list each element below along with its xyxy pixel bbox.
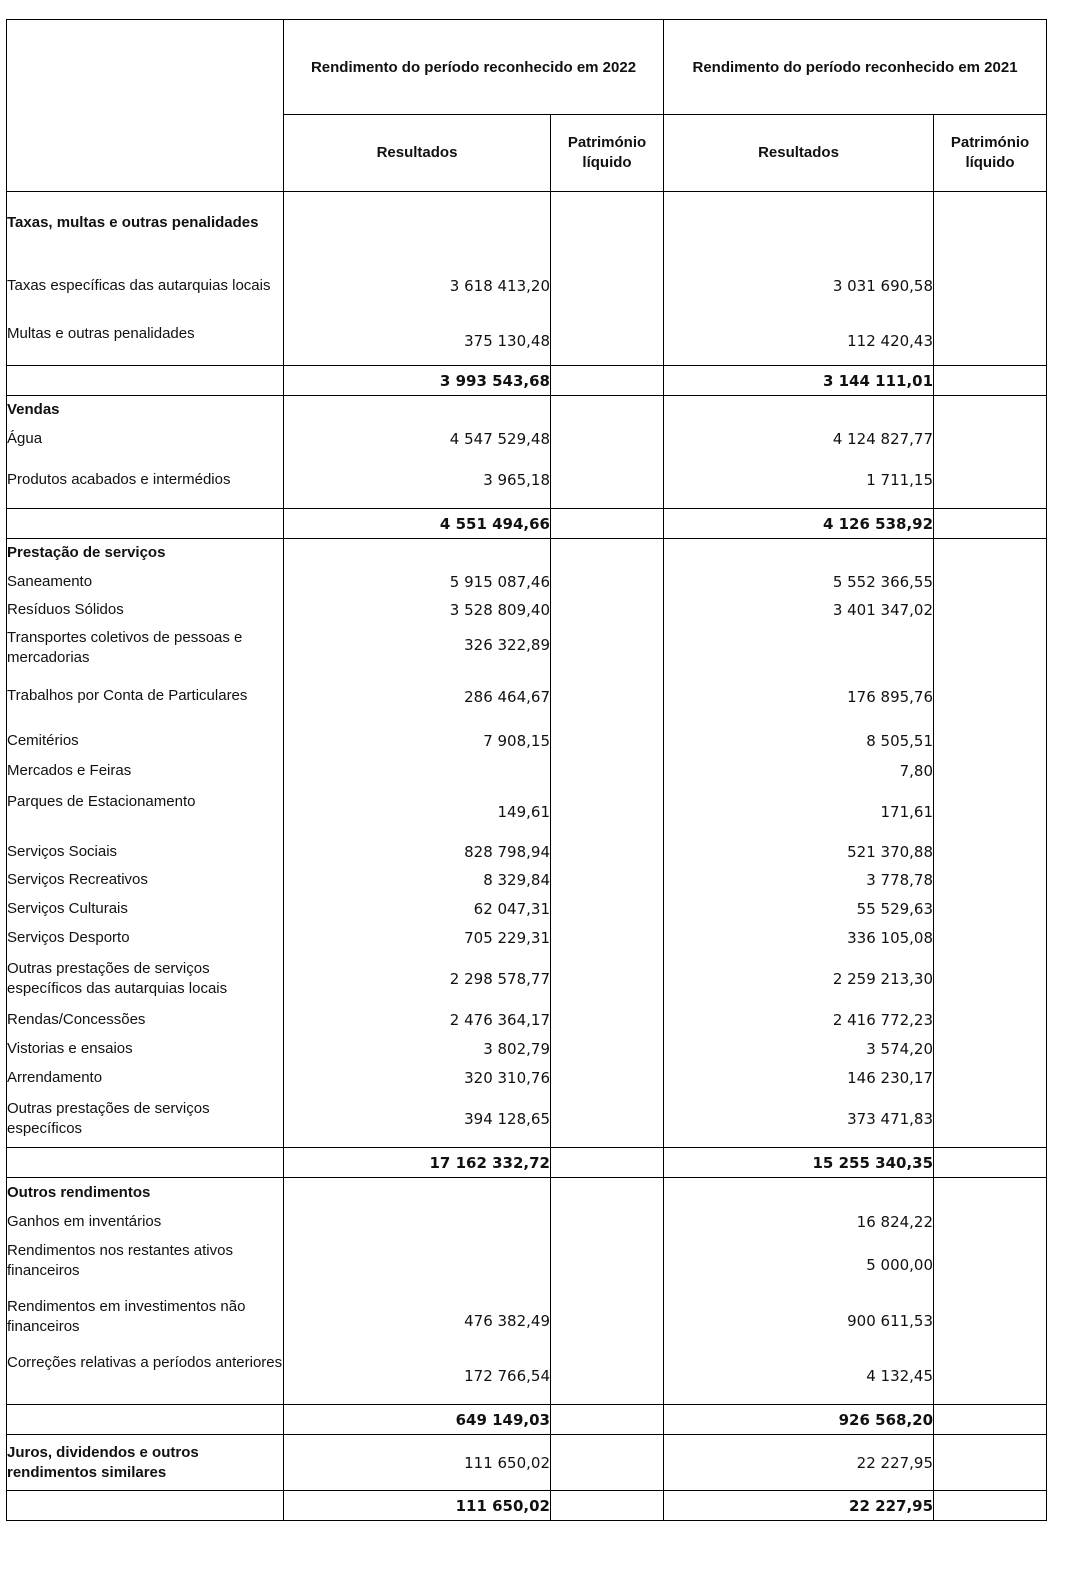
row-label: Correções relativas a períodos anteriores — [7, 1349, 284, 1405]
value-resultados-2021: 55 529,63 — [664, 895, 934, 924]
value-resultados-2022: 286 464,67 — [284, 682, 551, 726]
value-resultados-2021: 7,80 — [664, 756, 934, 786]
value-resultados-2021 — [664, 1178, 934, 1208]
value-patrimonio-2021 — [934, 425, 1047, 453]
value-resultados-2021: 900 611,53 — [664, 1293, 934, 1349]
value-resultados-2021: 112 420,43 — [664, 318, 934, 366]
value-patrimonio-2022 — [551, 596, 664, 624]
value-resultados-2021: 2 259 213,30 — [664, 952, 934, 1006]
subtotal-resultados-2021: 15 255 340,35 — [664, 1148, 934, 1178]
row-label: Outros rendimentos — [7, 1178, 284, 1208]
table-row — [7, 756, 1047, 786]
header-patrimonio-2021: Património líquido — [934, 115, 1047, 192]
value-patrimonio-2021 — [934, 624, 1047, 682]
value-patrimonio-2021 — [934, 1035, 1047, 1064]
subtotal-patrimonio-2021 — [934, 1405, 1047, 1435]
subtotal-resultados-2022: 3 993 543,68 — [284, 366, 551, 396]
value-resultados-2021: 3 401 347,02 — [664, 596, 934, 624]
value-resultados-2022: 172 766,54 — [284, 1349, 551, 1405]
value-patrimonio-2022 — [551, 924, 664, 952]
value-patrimonio-2022 — [551, 1208, 664, 1237]
value-resultados-2022: 394 128,65 — [284, 1092, 551, 1148]
value-resultados-2021: 176 895,76 — [664, 682, 934, 726]
table-row — [7, 539, 1047, 568]
value-patrimonio-2021 — [934, 596, 1047, 624]
value-patrimonio-2022 — [551, 624, 664, 682]
table-row — [7, 318, 1047, 366]
subtotal-patrimonio-2022 — [551, 509, 664, 539]
subtotal-patrimonio-2022 — [551, 1491, 664, 1521]
value-resultados-2022: 476 382,49 — [284, 1293, 551, 1349]
table-row — [7, 1435, 1047, 1491]
value-resultados-2021: 521 370,88 — [664, 838, 934, 866]
subtotal-patrimonio-2021 — [934, 509, 1047, 539]
table-row — [7, 952, 1047, 1006]
value-resultados-2022: 2 298 578,77 — [284, 952, 551, 1006]
row-label: Serviços Desporto — [7, 924, 284, 952]
row-label: Taxas específicas das autarquias locais — [7, 254, 284, 318]
value-patrimonio-2021 — [934, 1064, 1047, 1092]
table-row — [7, 396, 1047, 425]
subtotal-resultados-2022: 649 149,03 — [284, 1405, 551, 1435]
value-patrimonio-2022 — [551, 1349, 664, 1405]
row-label: Cemitérios — [7, 726, 284, 756]
value-resultados-2022: 5 915 087,46 — [284, 568, 551, 596]
header-row-periods — [7, 20, 1047, 115]
table-row — [7, 568, 1047, 596]
table-row — [7, 453, 1047, 509]
row-label: Saneamento — [7, 568, 284, 596]
value-resultados-2021: 146 230,17 — [664, 1064, 934, 1092]
value-resultados-2022: 7 908,15 — [284, 726, 551, 756]
table-row — [7, 425, 1047, 453]
row-label: Outras prestações de serviços específicos das autarquias locais — [7, 952, 284, 1006]
value-resultados-2022: 3 528 809,40 — [284, 596, 551, 624]
row-label: Rendimentos nos restantes ativos financeiros — [7, 1237, 284, 1293]
subtotal-resultados-2021: 4 126 538,92 — [664, 509, 934, 539]
row-label: Multas e outras penalidades — [7, 318, 284, 366]
value-resultados-2022 — [284, 539, 551, 568]
value-patrimonio-2021 — [934, 318, 1047, 366]
value-resultados-2022 — [284, 192, 551, 254]
value-patrimonio-2021 — [934, 1208, 1047, 1237]
subtotal-row — [7, 1491, 1047, 1521]
value-resultados-2021: 5 552 366,55 — [664, 568, 934, 596]
value-patrimonio-2021 — [934, 924, 1047, 952]
row-label: Vistorias e ensaios — [7, 1035, 284, 1064]
table-row — [7, 1208, 1047, 1237]
row-label: Transportes coletivos de pessoas e mercadorias — [7, 624, 284, 682]
value-patrimonio-2021 — [934, 1006, 1047, 1035]
value-resultados-2022: 2 476 364,17 — [284, 1006, 551, 1035]
value-patrimonio-2022 — [551, 539, 664, 568]
value-resultados-2021: 2 416 772,23 — [664, 1006, 934, 1035]
value-patrimonio-2021 — [934, 952, 1047, 1006]
row-label: Água — [7, 425, 284, 453]
value-patrimonio-2022 — [551, 786, 664, 838]
value-resultados-2022: 3 618 413,20 — [284, 254, 551, 318]
value-resultados-2022: 326 322,89 — [284, 624, 551, 682]
value-resultados-2021: 3 778,78 — [664, 866, 934, 895]
value-patrimonio-2022 — [551, 1006, 664, 1035]
row-label: Juros, dividendos e outros rendimentos similares — [7, 1435, 284, 1491]
row-label: Serviços Culturais — [7, 895, 284, 924]
value-resultados-2021: 5 000,00 — [664, 1237, 934, 1293]
row-label: Mercados e Feiras — [7, 756, 284, 786]
table-row — [7, 596, 1047, 624]
value-patrimonio-2021 — [934, 838, 1047, 866]
table-row — [7, 1237, 1047, 1293]
value-patrimonio-2021 — [934, 786, 1047, 838]
header-empty-cell — [7, 20, 284, 192]
table-row — [7, 924, 1047, 952]
value-resultados-2021: 22 227,95 — [664, 1435, 934, 1491]
subtotal-row — [7, 366, 1047, 396]
value-patrimonio-2022 — [551, 1435, 664, 1491]
table-row — [7, 1006, 1047, 1035]
row-label: Serviços Recreativos — [7, 866, 284, 895]
value-patrimonio-2022 — [551, 425, 664, 453]
subtotal-resultados-2021: 926 568,20 — [664, 1405, 934, 1435]
table-row — [7, 1293, 1047, 1349]
value-patrimonio-2021 — [934, 895, 1047, 924]
table-row — [7, 786, 1047, 838]
value-patrimonio-2021 — [934, 1293, 1047, 1349]
value-patrimonio-2021 — [934, 866, 1047, 895]
value-patrimonio-2022 — [551, 396, 664, 425]
value-patrimonio-2021 — [934, 1178, 1047, 1208]
table-row — [7, 866, 1047, 895]
row-label: Ganhos em inventários — [7, 1208, 284, 1237]
value-patrimonio-2022 — [551, 1064, 664, 1092]
value-resultados-2022 — [284, 1208, 551, 1237]
value-resultados-2022: 375 130,48 — [284, 318, 551, 366]
value-patrimonio-2021 — [934, 453, 1047, 509]
value-patrimonio-2021 — [934, 1092, 1047, 1148]
table-row — [7, 1064, 1047, 1092]
value-patrimonio-2021 — [934, 756, 1047, 786]
row-label: Parques de Estacionamento — [7, 786, 284, 838]
value-resultados-2022: 3 965,18 — [284, 453, 551, 509]
value-resultados-2022 — [284, 1237, 551, 1293]
subtotal-patrimonio-2022 — [551, 1148, 664, 1178]
subtotal-resultados-2022: 4 551 494,66 — [284, 509, 551, 539]
subtotal-patrimonio-2022 — [551, 1405, 664, 1435]
subtotal-resultados-2022: 17 162 332,72 — [284, 1148, 551, 1178]
header-patrimonio-2022: Património líquido — [551, 115, 664, 192]
value-patrimonio-2022 — [551, 682, 664, 726]
subtotal-row — [7, 509, 1047, 539]
value-resultados-2021 — [664, 396, 934, 425]
value-patrimonio-2022 — [551, 838, 664, 866]
table-row — [7, 1178, 1047, 1208]
subtotal-patrimonio-2021 — [934, 366, 1047, 396]
value-resultados-2022: 320 310,76 — [284, 1064, 551, 1092]
value-resultados-2022: 828 798,94 — [284, 838, 551, 866]
row-label: Arrendamento — [7, 1064, 284, 1092]
row-label: Rendimentos em investimentos não financeiros — [7, 1293, 284, 1349]
subtotal-resultados-2021: 3 144 111,01 — [664, 366, 934, 396]
row-label — [7, 1148, 284, 1178]
value-patrimonio-2021 — [934, 1237, 1047, 1293]
subtotal-resultados-2021: 22 227,95 — [664, 1491, 934, 1521]
value-resultados-2021 — [664, 192, 934, 254]
value-resultados-2021: 3 031 690,58 — [664, 254, 934, 318]
value-resultados-2022 — [284, 1178, 551, 1208]
header-resultados-2022: Resultados — [284, 115, 551, 192]
value-patrimonio-2022 — [551, 952, 664, 1006]
table-row — [7, 1035, 1047, 1064]
income-table — [6, 19, 1047, 1521]
value-resultados-2021: 3 574,20 — [664, 1035, 934, 1064]
subtotal-patrimonio-2021 — [934, 1491, 1047, 1521]
value-resultados-2022 — [284, 396, 551, 425]
value-resultados-2022: 62 047,31 — [284, 895, 551, 924]
value-resultados-2022: 111 650,02 — [284, 1435, 551, 1491]
value-patrimonio-2022 — [551, 726, 664, 756]
row-label: Outras prestações de serviços específicos — [7, 1092, 284, 1148]
value-patrimonio-2022 — [551, 1092, 664, 1148]
row-label — [7, 366, 284, 396]
value-patrimonio-2022 — [551, 895, 664, 924]
value-patrimonio-2021 — [934, 682, 1047, 726]
value-patrimonio-2021 — [934, 192, 1047, 254]
value-patrimonio-2021 — [934, 568, 1047, 596]
subtotal-resultados-2022: 111 650,02 — [284, 1491, 551, 1521]
row-label: Taxas, multas e outras penalidades — [7, 192, 284, 254]
header-period-2021: Rendimento do período reconhecido em 2021 — [664, 20, 1047, 115]
value-resultados-2021: 4 132,45 — [664, 1349, 934, 1405]
row-label — [7, 1405, 284, 1435]
subtotal-row — [7, 1148, 1047, 1178]
value-resultados-2022: 705 229,31 — [284, 924, 551, 952]
value-patrimonio-2022 — [551, 866, 664, 895]
value-resultados-2021: 1 711,15 — [664, 453, 934, 509]
row-label: Vendas — [7, 396, 284, 425]
value-patrimonio-2022 — [551, 1237, 664, 1293]
value-resultados-2022: 3 802,79 — [284, 1035, 551, 1064]
value-patrimonio-2022 — [551, 1178, 664, 1208]
value-patrimonio-2021 — [934, 254, 1047, 318]
value-patrimonio-2022 — [551, 568, 664, 596]
value-patrimonio-2022 — [551, 318, 664, 366]
row-label — [7, 1491, 284, 1521]
subtotal-patrimonio-2021 — [934, 1148, 1047, 1178]
value-resultados-2021 — [664, 624, 934, 682]
row-label: Rendas/Concessões — [7, 1006, 284, 1035]
table-row — [7, 624, 1047, 682]
value-patrimonio-2021 — [934, 1349, 1047, 1405]
value-patrimonio-2021 — [934, 539, 1047, 568]
value-patrimonio-2022 — [551, 1035, 664, 1064]
value-patrimonio-2021 — [934, 726, 1047, 756]
value-resultados-2021: 373 471,83 — [664, 1092, 934, 1148]
value-patrimonio-2022 — [551, 192, 664, 254]
value-patrimonio-2022 — [551, 453, 664, 509]
subtotal-patrimonio-2022 — [551, 366, 664, 396]
table-row — [7, 838, 1047, 866]
table-row — [7, 254, 1047, 318]
value-patrimonio-2022 — [551, 1293, 664, 1349]
row-label: Trabalhos por Conta de Particulares — [7, 682, 284, 726]
value-resultados-2021 — [664, 539, 934, 568]
header-resultados-2021: Resultados — [664, 115, 934, 192]
subtotal-row — [7, 1405, 1047, 1435]
value-resultados-2022: 4 547 529,48 — [284, 425, 551, 453]
row-label: Prestação de serviços — [7, 539, 284, 568]
table-row — [7, 895, 1047, 924]
table-row — [7, 726, 1047, 756]
row-label — [7, 509, 284, 539]
value-patrimonio-2022 — [551, 254, 664, 318]
table-row — [7, 682, 1047, 726]
value-resultados-2021: 8 505,51 — [664, 726, 934, 756]
row-label: Serviços Sociais — [7, 838, 284, 866]
value-resultados-2021: 171,61 — [664, 786, 934, 838]
row-label: Resíduos Sólidos — [7, 596, 284, 624]
row-label: Produtos acabados e intermédios — [7, 453, 284, 509]
value-resultados-2021: 336 105,08 — [664, 924, 934, 952]
table-row — [7, 192, 1047, 254]
value-resultados-2021: 16 824,22 — [664, 1208, 934, 1237]
value-resultados-2022 — [284, 756, 551, 786]
value-resultados-2022: 149,61 — [284, 786, 551, 838]
table-row — [7, 1349, 1047, 1405]
table-row — [7, 1092, 1047, 1148]
value-patrimonio-2021 — [934, 1435, 1047, 1491]
value-resultados-2021: 4 124 827,77 — [664, 425, 934, 453]
value-patrimonio-2022 — [551, 756, 664, 786]
header-period-2022: Rendimento do período reconhecido em 2022 — [284, 20, 664, 115]
value-patrimonio-2021 — [934, 396, 1047, 425]
value-resultados-2022: 8 329,84 — [284, 866, 551, 895]
